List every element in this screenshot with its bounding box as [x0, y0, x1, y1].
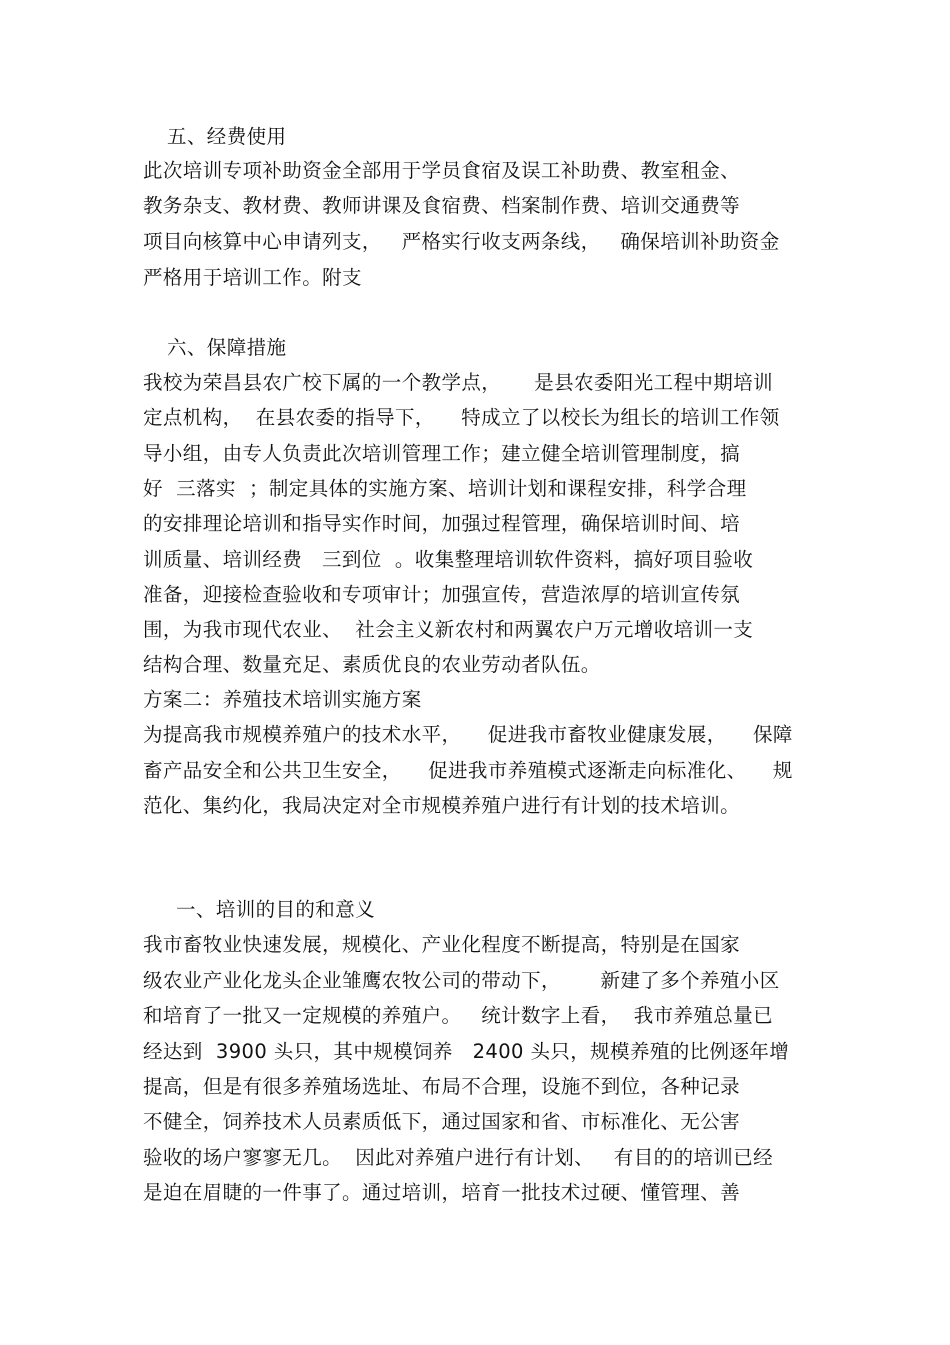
paragraph-line: 不健全，饲养技术人员素质低下，通过国家和省、市标准化、无公害 [143, 1110, 741, 1133]
paragraph-line: 定点机构， 在县农委的指导下， 特成立了以校长为组长的培训工作领 [143, 406, 780, 429]
plan-title: 方案二：养殖技术培训实施方案 [143, 688, 422, 711]
paragraph-line: 严格用于培训工作。附支 [143, 266, 362, 289]
paragraph-line: 好 三落实 ；制定具体的实施方案、培训计划和课程安排，科学合理 [143, 477, 747, 500]
paragraph-line: 项目向核算中心申请列支， 严格实行收支两条线， 确保培训补助资金 [143, 230, 780, 253]
paragraph-line: 为提高我市规模养殖户的技术水平， 促进我市畜牧业健康发展， 保障 [143, 723, 793, 746]
paragraph-line: 导小组，由专人负责此次培训管理工作；建立健全培训管理制度，搞 [143, 442, 741, 465]
paragraph-line: 结构合理、数量充足、素质优良的农业劳动者队伍。 [143, 653, 601, 676]
paragraph-line: 围，为我市现代农业、 社会主义新农村和两翼农户万元增收培训一支 [143, 618, 754, 641]
section-heading-safeguards: 六、保障措施 [167, 336, 287, 359]
paragraph-line: 经达到 3900 头只，其中规模饲养 2400 头只，规模养殖的比例逐年增 [143, 1040, 790, 1063]
paragraph-line: 级农业产业化龙头企业雏鹰农牧公司的带动下， 新建了多个养殖小区 [143, 969, 780, 992]
paragraph-line: 教务杂支、教材费、教师讲课及食宿费、档案制作费、培训交通费等 [143, 194, 741, 217]
paragraph-line: 训质量、培训经费 三到位 。收集整理培训软件资料，搞好项目验收 [143, 548, 754, 571]
paragraph-line: 范化、集约化，我局决定对全市规模养殖户进行有计划的技术培训。 [143, 794, 741, 817]
paragraph-line: 和培育了一批又一定规模的养殖户。 统计数字上看， 我市养殖总量已 [143, 1004, 773, 1027]
paragraph-line: 的安排理论培训和指导实作时间，加强过程管理，确保培训时间、培 [143, 512, 741, 535]
paragraph-line: 验收的场户寥寥无几。 因此对养殖户进行有计划、 有目的的培训已经 [143, 1146, 773, 1169]
paragraph-line: 畜产品安全和公共卫生安全， 促进我市养殖模式逐渐走向标准化、 规 [143, 759, 793, 782]
section-heading-funding: 五、经费使用 [167, 125, 287, 148]
paragraph-line: 提高，但是有很多养殖场选址、布局不合理，设施不到位，各种记录 [143, 1075, 741, 1098]
paragraph-line: 是迫在眉睫的一件事了。通过培训，培育一批技术过硬、懂管理、善 [143, 1181, 741, 1204]
paragraph-line: 我校为荣昌县农广校下属的一个教学点， 是县农委阳光工程中期培训 [143, 371, 773, 394]
paragraph-line: 我市畜牧业快速发展，规模化、产业化程度不断提高，特别是在国家 [143, 933, 741, 956]
section-heading-purpose: 一、培训的目的和意义 [176, 898, 376, 921]
paragraph-line: 准备，迎接检查验收和专项审计；加强宣传，营造浓厚的培训宣传氛 [143, 583, 741, 606]
paragraph-line: 此次培训专项补助资金全部用于学员食宿及误工补助费、教室租金、 [143, 159, 741, 182]
